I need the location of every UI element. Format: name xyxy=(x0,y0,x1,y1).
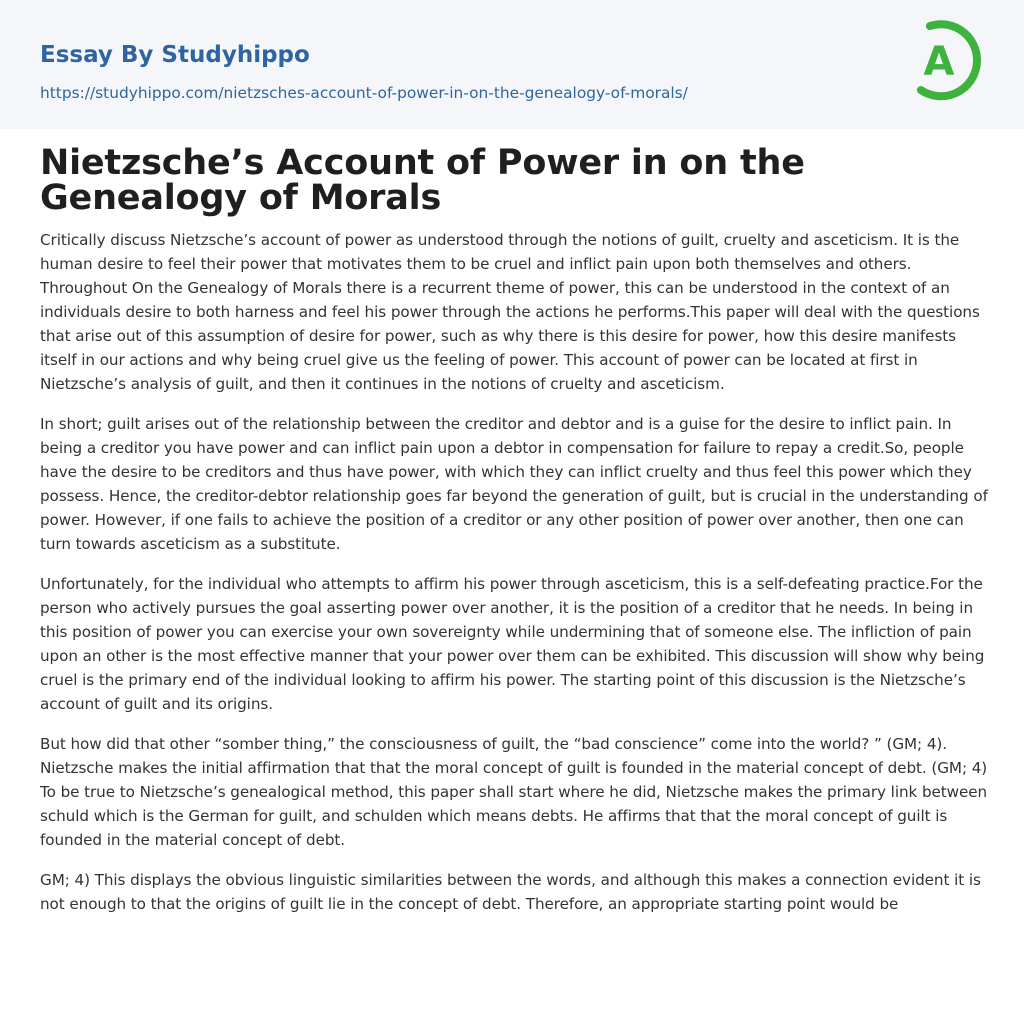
logo-a-icon xyxy=(910,17,988,107)
studyhippo-logo[interactable] xyxy=(910,17,988,107)
site-brand[interactable]: Essay By Studyhippo xyxy=(40,42,310,68)
essay-paragraph: Critically discuss Nietzsche’s account of power as understood through the notions of guilt, cruelty and asceticism. It is the human desire to feel their power that motivates them to be cruel and inflict pain upon both themselves and others. Throughout On the Genealogy of Morals there is a recurrent theme of power, this can be understood in the context of an individuals desire to both harness and feel his power through the actions he performs.This paper will deal with the questions that arise out of this assumption of desire for power, such as why there is this desire for power, how this desire manifests itself in our actions and why being cruel give us the feeling of power. This account of power can be located at first in Nietzsche’s analysis of guilt, and then it continues in the notions of cruelty and asceticism. xyxy=(40,231,980,393)
site-header xyxy=(0,0,1024,129)
logo-letter: A xyxy=(923,39,955,85)
essay-content xyxy=(40,143,990,932)
essay-paragraph: In short; guilt arises out of the relationship between the creditor and debtor and is a guise for the desire to inflict pain. In being a creditor you have power and can inflict pain upon a debtor in compensation for failure to repay a credit.So, people have the desire to be creditors and thus have power, with which they can inflict cruelty and thus feel this power which they possess. Hence, the creditor-debtor relationship goes far beyond the generation of guilt, but is crucial in the understanding of power. However, if one fails to achieve the position of a creditor or any other position of power over another, then one can turn towards asceticism as a substitute. xyxy=(40,415,988,553)
essay-title: Nietzsche’s Account of Power in on the Genealogy of Morals xyxy=(40,143,805,218)
page-url-link[interactable]: https://studyhippo.com/nietzsches-account-of-power-in-on-the-genealogy-of-morals/ xyxy=(40,84,688,102)
essay-paragraph: Unfortunately, for the individual who attempts to affirm his power through asceticism, this is a self-defeating practice.For the person who actively pursues the goal asserting power over another, it is the position of a creditor that he needs. In being in this position of power you can exercise your own sovereignty while undermining that of someone else. The infliction of pain upon an other is the most effective manner that your power over them can be exhibited. This discussion will show why being cruel is the primary end of the individual looking to affirm his power. The starting point of this discussion is the Nietzsche’s account of guilt and its origins. xyxy=(40,575,985,713)
essay-paragraph: But how did that other “somber thing,” the consciousness of guilt, the “bad conscience” come into the world? ” (GM; 4). Nietzsche makes the initial affirmation that that the moral concept of guilt is founded in the material concept of debt. (GM; 4) To be true to Nietzsche’s genealogical method, this paper shall start where he did, Nietzsche makes the primary link between schuld which is the German for guilt, and schulden which means debts. He affirms that that the moral concept of guilt is founded in the material concept of debt. xyxy=(40,735,988,849)
essay-paragraph: GM; 4) This displays the obvious linguistic similarities between the words, and although this makes a connection evident it is not enough to that the origins of guilt lie in the concept of debt. Therefore, an appropriate starting point would be xyxy=(40,871,981,913)
